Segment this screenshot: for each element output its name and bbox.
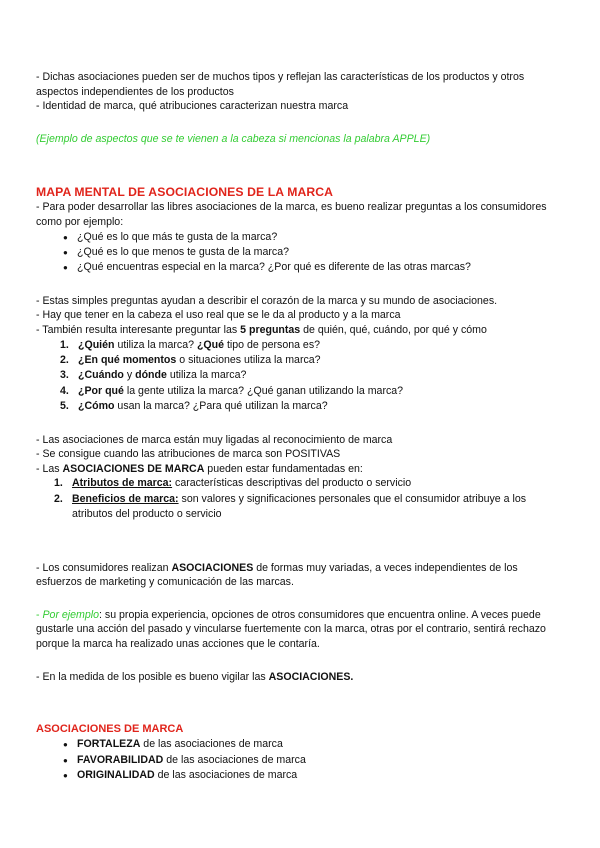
list-item xyxy=(64,768,566,783)
text-run: y xyxy=(123,369,136,382)
item-number: 3. xyxy=(60,369,69,382)
text-run: de las asociaciones de marca xyxy=(163,753,306,766)
text-run: de quién, qué, cuándo, por qué y cómo xyxy=(300,323,487,336)
paragraph-simple-questions: - Estas simples preguntas ayudan a describir el corazón de la marca y su mundo de asociaciones. xyxy=(36,294,498,307)
paragraph-example xyxy=(36,608,566,652)
text-run: utiliza la marca? xyxy=(114,338,197,351)
underlined-label: Beneficios de marca: xyxy=(72,492,179,505)
asociaciones-heading: ASOCIACIONES DE MARCA xyxy=(36,723,184,736)
bold-run: ¿Por qué xyxy=(78,384,124,397)
paragraph-consumers xyxy=(36,561,566,590)
text-run: : su propia experiencia, opciones de otros consumidores que encuentra online. A veces puede gustarle una acción del pasado y vincularse fuertemente con la marca, otras por el contrario, sentirá rechazo porque la marca ha realizado unas acciones que le contaría. xyxy=(36,608,546,650)
item-number: 2. xyxy=(60,353,69,366)
paragraph-five-questions xyxy=(36,323,566,338)
paragraph-watch xyxy=(36,670,566,685)
text-run: la gente utiliza la marca? ¿Qué ganan utilizando la marca? xyxy=(123,384,404,397)
bold-run: 5 preguntas xyxy=(240,323,301,336)
text-run: pueden estar fundamentadas en: xyxy=(204,462,363,475)
list-item xyxy=(60,368,566,383)
text-run: son valores y significaciones personales que el consumidor atribuye a los atributos del producto o servicio xyxy=(72,492,527,521)
bold-run: ¿Quién xyxy=(78,338,115,351)
example-label: Por ejemplo xyxy=(42,608,100,621)
list-item xyxy=(54,476,566,491)
bold-run: dónde xyxy=(135,369,167,382)
text-run: de las asociaciones de marca xyxy=(154,768,298,781)
paragraph-real-use: - Hay que tener en la cabeza el uso real que se le da al producto y a la marca xyxy=(36,309,401,322)
item-number: 1. xyxy=(54,477,63,490)
bold-run: ASOCIACIONES DE MARCA xyxy=(62,462,205,475)
list-item xyxy=(60,353,566,368)
paragraph-foundations xyxy=(36,462,566,477)
bold-run: ¿Cuándo xyxy=(78,369,124,382)
bold-run: ASOCIACIONES. xyxy=(268,670,354,683)
intro-line-2: - Identidad de marca, qué atribuciones caracterizan nuestra marca xyxy=(36,100,349,113)
bold-run: ¿Qué xyxy=(196,338,225,351)
bold-run: ¿En qué momentos xyxy=(78,353,177,366)
mapa-intro: - Para poder desarrollar las libres asociaciones de la marca, es bueno realizar preguntas a los consumidores como por ejemplo: xyxy=(36,201,547,228)
foundations-list xyxy=(36,476,566,522)
text-run: - En la medida de los posible es bueno vigilar las xyxy=(36,670,269,683)
list-item: ● ¿Qué es lo que más te gusta de la marca? xyxy=(64,230,566,245)
five-questions-list xyxy=(36,338,566,415)
text-run: - xyxy=(36,608,43,621)
text-run: utiliza la marca? xyxy=(166,369,247,382)
underlined-label: Atributos de marca: xyxy=(72,477,173,490)
bold-run: FORTALEZA xyxy=(77,738,141,751)
intro-line-1: - Dichas asociaciones pueden ser de muchos tipos y reflejan las características de los productos y otros aspectos independientes de los productos xyxy=(36,71,525,98)
text-run: - Las xyxy=(36,462,63,475)
list-item xyxy=(64,737,566,752)
item-number: 4. xyxy=(60,384,69,397)
paragraph-recognition: - Las asociaciones de marca están muy ligadas al reconocimiento de marca xyxy=(36,433,393,446)
bold-run: ASOCIACIONES xyxy=(171,561,254,574)
bold-run: ¿Cómo xyxy=(78,400,115,413)
text-run: - También resulta interesante preguntar las xyxy=(36,323,241,336)
text-run: de las asociaciones de marca xyxy=(140,738,283,751)
item-number: 2. xyxy=(54,492,63,505)
list-item xyxy=(64,753,566,768)
question-list xyxy=(36,230,566,276)
list-item: ● ¿Qué encuentras especial en la marca? ¿Por qué es diferente de las otras marcas? xyxy=(64,260,566,275)
text-run: tipo de persona es? xyxy=(224,338,321,351)
item-number: 1. xyxy=(60,338,69,351)
item-number: 5. xyxy=(60,400,69,413)
text-run: usan la marca? ¿Para qué utilizan la marca? xyxy=(114,400,328,413)
apple-example-note: (Ejemplo de aspectos que se te vienen a la cabeza si mencionas la palabra APPLE) xyxy=(36,132,431,145)
text-run: o situaciones utiliza la marca? xyxy=(176,353,321,366)
text-run: características descriptivas del producto o servicio xyxy=(172,477,412,490)
bold-run: FAVORABILIDAD xyxy=(77,753,164,766)
paragraph-positive: - Se consigue cuando las atribuciones de marca son POSITIVAS xyxy=(36,448,341,461)
list-item xyxy=(60,384,566,399)
text-run: - Los consumidores realizan xyxy=(36,561,172,574)
asociaciones-list xyxy=(36,737,566,783)
mapa-mental-heading: MAPA MENTAL DE ASOCIACIONES DE LA MARCA xyxy=(36,185,334,200)
list-item: ● ¿Qué es lo que menos te gusta de la marca? xyxy=(64,245,566,260)
text-run: de formas muy variadas, a veces independientes de los esfuerzos de marketing y comunicación de las marcas. xyxy=(36,561,518,589)
list-item xyxy=(60,338,566,353)
bold-run: ORIGINALIDAD xyxy=(77,768,155,781)
document-page xyxy=(36,70,566,783)
list-item xyxy=(54,492,566,523)
list-item xyxy=(60,399,566,414)
